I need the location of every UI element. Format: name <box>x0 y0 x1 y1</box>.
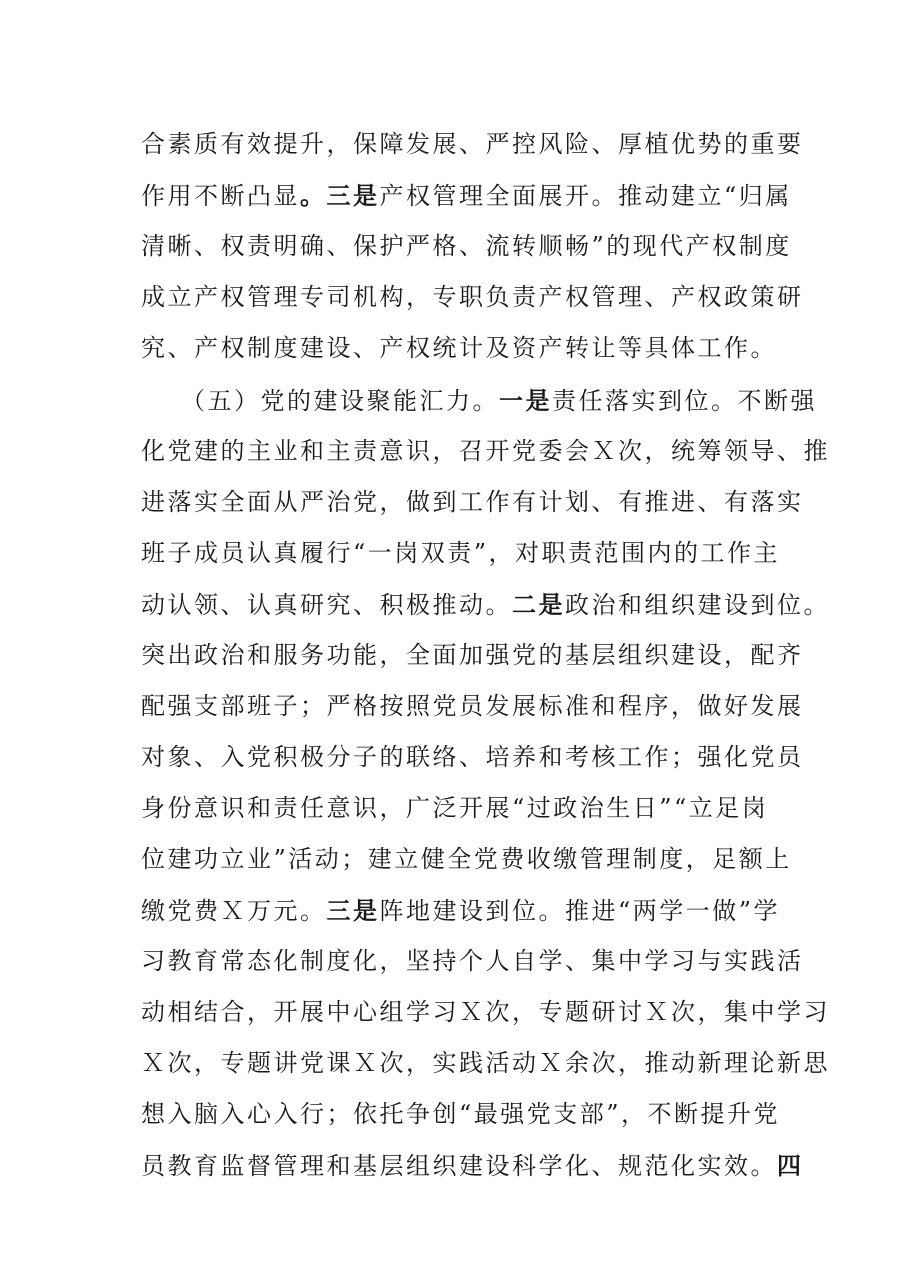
bold-marker: 二是 <box>512 590 565 619</box>
text-line <box>141 221 792 272</box>
text-line <box>141 834 792 885</box>
text-line <box>141 630 804 681</box>
text-line <box>141 1140 804 1191</box>
text-line <box>141 1038 830 1089</box>
text-segment: 员教育监督管理和基层组织建设科学化、规范化实效。 <box>141 1152 777 1180</box>
text-segment: 配强支部班子；严格按照党员发展标准和程序，做好发展 <box>141 692 804 720</box>
text-line <box>141 885 781 936</box>
text-segment: 动认领、认真研究、积极推动。 <box>141 591 512 619</box>
text-segment: 清晰、权责明确、保护严格、流转顺畅”的现代产权制度 <box>141 232 792 260</box>
text-segment: 产权管理全面展开。推动建立“归属 <box>379 182 792 210</box>
text-segment: 缴党费Ｘ万元。 <box>141 897 327 925</box>
text-line <box>141 272 804 323</box>
bold-marker: 一是 <box>499 386 552 415</box>
text-segment: 习教育常态化制度化，坚持个人自学、集中学习与实践活 <box>141 947 804 975</box>
text-segment: 作用不断凸显 <box>141 182 300 210</box>
text-segment: 位建功立业”活动；建立健全党费收缴管理制度，足额上 <box>141 845 792 873</box>
text-segment: 班子成员认真履行“一岗双责”，对职责范围内的工作主 <box>141 539 781 567</box>
text-segment: 想入脑入心入行；依托争创“最强党支部”，不断提升党 <box>141 1100 781 1128</box>
text-line <box>141 477 804 528</box>
text-line <box>141 426 830 477</box>
text-segment: 化党建的主业和主责意识，召开党委会Ｘ次，统筹领导、推 <box>141 437 830 465</box>
text-segment: 政治和组织建设到位。 <box>565 591 830 619</box>
text-segment: 进落实全面从严治党，做到工作有计划、有推进、有落实 <box>141 488 804 516</box>
text-segment: 阵地建设到位。推进“两学一做”学 <box>379 897 781 925</box>
bold-marker: 三是 <box>326 896 380 925</box>
text-line <box>141 579 830 630</box>
text-segment: 身份意识和责任意识，广泛开展“过政治生日”“立足岗 <box>141 794 769 822</box>
text-segment: Ｘ次，专题讲党课Ｘ次，实践活动Ｘ余次，推动新理论新思 <box>141 1049 830 1077</box>
text-segment: 合素质有效提升，保障发展、严控风险、厚植优势的重要 <box>141 130 804 158</box>
bold-marker: 四 <box>777 1151 804 1180</box>
text-segment: 究、产权制度建设、产权统计及资产转让等具体工作。 <box>141 334 777 362</box>
text-line <box>141 987 830 1038</box>
paragraph-continued <box>141 119 804 374</box>
text-line <box>141 375 817 426</box>
text-line <box>141 783 781 834</box>
paragraph-party-building <box>141 375 830 1191</box>
text-segment: 突出政治和服务功能，全面加强党的基层组织建设，配齐 <box>141 641 804 669</box>
text-segment: （五）党的建设聚能汇力。 <box>181 387 499 415</box>
text-segment: 动相结合，开展中心组学习Ｘ次，专题研讨Ｘ次，集中学习 <box>141 998 830 1026</box>
text-line <box>141 170 792 221</box>
text-line <box>141 1089 781 1140</box>
text-segment: 对象、入党积极分子的联络、培养和考核工作；强化党员 <box>141 743 804 771</box>
text-line <box>141 528 781 579</box>
text-line <box>141 732 804 783</box>
text-segment: 成立产权管理专司机构，专职负责产权管理、产权政策研 <box>141 283 804 311</box>
text-line <box>141 681 804 732</box>
text-line <box>141 936 804 987</box>
text-segment: 责任落实到位。不断强 <box>552 387 817 415</box>
bold-marker: 。三是 <box>300 181 380 210</box>
text-line <box>141 119 804 170</box>
text-line <box>141 323 781 374</box>
